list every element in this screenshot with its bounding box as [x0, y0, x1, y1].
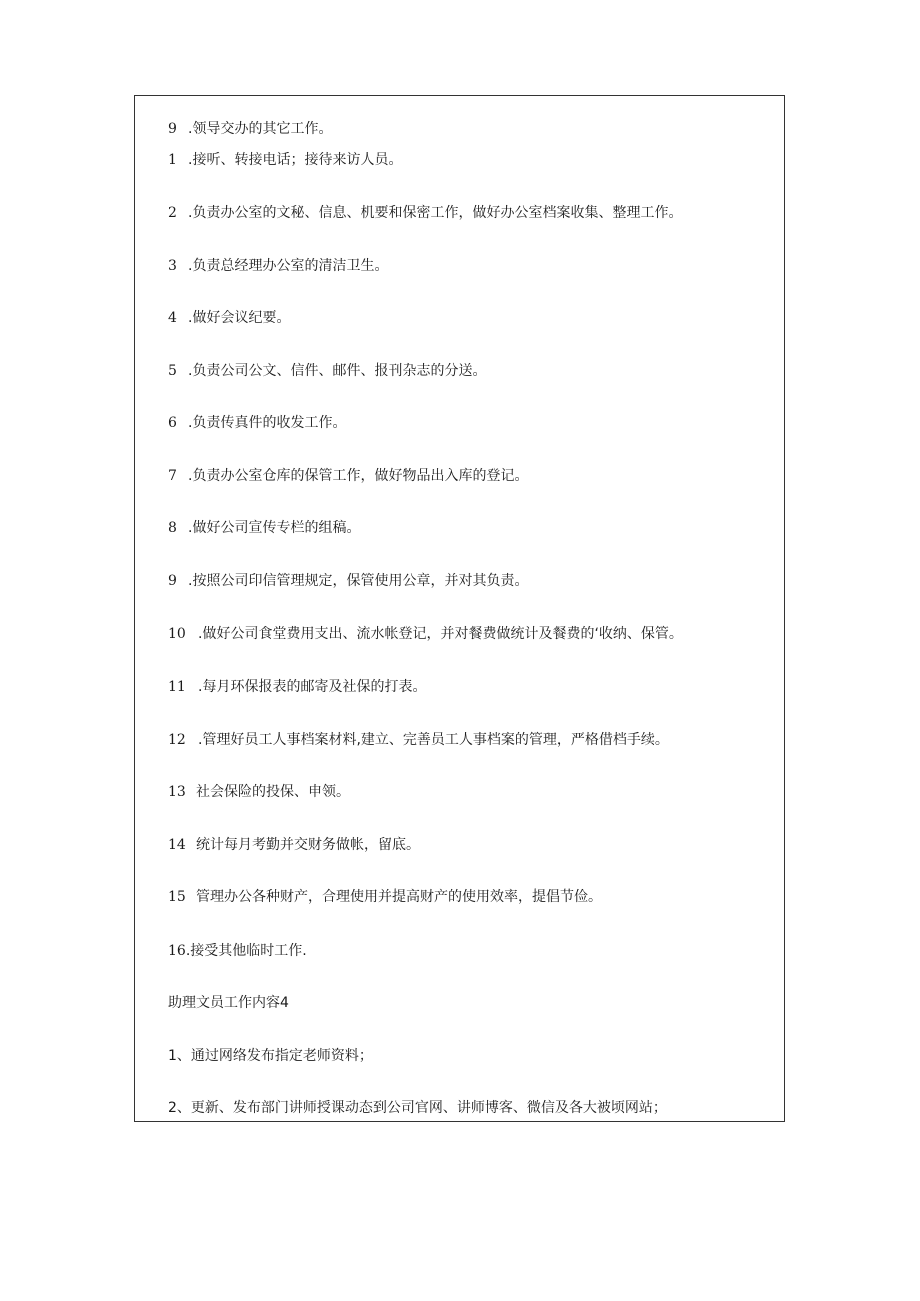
item-number: 2 — [168, 205, 177, 221]
list-item — [168, 625, 683, 643]
item-number: 16. — [168, 943, 191, 959]
heading-text: 助理文员工作内容4 — [168, 995, 289, 1011]
list-item — [168, 731, 669, 749]
item-number: 14 — [168, 837, 186, 853]
list-item — [168, 151, 402, 169]
item-number: 11 — [168, 679, 186, 695]
list-item — [168, 836, 420, 854]
item-number: 9 — [168, 573, 177, 589]
item-number: 1 — [168, 152, 177, 168]
item-text: .做好会议纪要。 — [188, 310, 291, 326]
item-number: 12 — [168, 732, 186, 748]
list-item — [168, 942, 307, 960]
item-text: .做好公司食堂费用支出、流水帐登记，并对餐费做统计及餐费的‘收纳、保管。 — [198, 626, 683, 642]
list-item — [168, 362, 486, 380]
item-text: 1、通过网络发布指定老师资料； — [168, 1048, 373, 1064]
item-text: 2、更新、发布部门讲师授课动态到公司官网、讲师博客、微信及各大被顷网站； — [168, 1100, 667, 1116]
item-number: 9 — [168, 121, 177, 137]
item-number: 4 — [168, 310, 177, 326]
list-item — [168, 1047, 373, 1065]
item-number: 6 — [168, 415, 177, 431]
item-text: .负责办公室的文秘、信息、机要和保密工作，做好办公室档案收集、整理工作。 — [188, 205, 683, 221]
item-number: 5 — [168, 363, 177, 379]
item-text: 管理办公各种财产，合理使用并提高财产的使用效率，提倡节俭。 — [196, 889, 602, 905]
item-text: .领导交办的其它工作。 — [188, 121, 333, 137]
section-heading — [168, 994, 289, 1012]
item-text: .做好公司宣传专栏的组稿。 — [188, 520, 361, 536]
list-item — [168, 467, 528, 485]
item-number: 8 — [168, 520, 177, 536]
list-item — [168, 572, 528, 590]
list-item — [168, 414, 346, 432]
item-text: .按照公司印信管理规定，保管使用公章，并对其负责。 — [188, 573, 529, 589]
list-item — [168, 1099, 667, 1117]
item-number: 13 — [168, 784, 186, 800]
item-text: 统计每月考勤并交财务做帐，留底。 — [196, 837, 420, 853]
item-text: 接受其他临时工作. — [190, 943, 307, 959]
list-item — [168, 257, 388, 275]
list-item — [168, 120, 332, 138]
item-text: 社会保险的投保、申领。 — [196, 784, 350, 800]
item-text: .负责公司公文、信件、邮件、报刊杂志的分送。 — [188, 363, 487, 379]
item-text: .接听、转接电话；接待来访人员。 — [188, 152, 403, 168]
item-text: .每月环保报表的邮寄及社保的打表。 — [198, 679, 427, 695]
list-item — [168, 783, 350, 801]
list-item — [168, 888, 602, 906]
item-text: .管理好员工人事档案材料,建立、完善员工人事档案的管理，严格借档手续。 — [198, 732, 669, 748]
document-page — [134, 95, 785, 1122]
item-number: 3 — [168, 258, 177, 274]
item-number: 15 — [168, 889, 186, 905]
list-item — [168, 519, 360, 537]
item-number: 7 — [168, 468, 177, 484]
item-text: .负责总经理办公室的清洁卫生。 — [188, 258, 389, 274]
item-number: 10 — [168, 626, 186, 642]
list-item — [168, 204, 682, 222]
list-item — [168, 678, 426, 696]
list-item — [168, 309, 290, 327]
item-text: .负责传真件的收发工作。 — [188, 415, 347, 431]
item-text: .负责办公室仓库的保管工作，做好物品出入库的登记。 — [188, 468, 529, 484]
